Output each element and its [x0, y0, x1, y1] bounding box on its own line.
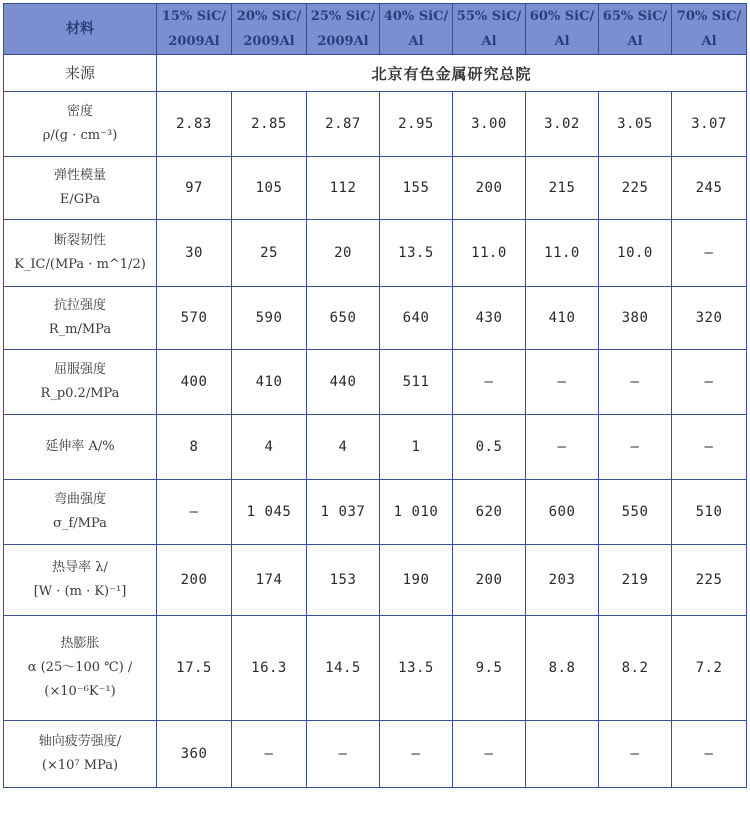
- row-label-line: E/GPa: [59, 192, 101, 207]
- table-row: [4, 287, 747, 350]
- table-cell: 410: [526, 287, 599, 350]
- table-cell: 380: [599, 287, 672, 350]
- table-cell: 7.2: [672, 616, 747, 721]
- material-header: 材料: [4, 4, 157, 55]
- table-cell: 13.5: [380, 616, 453, 721]
- table-cell: 570: [157, 287, 232, 350]
- table-cell: 4: [307, 415, 380, 480]
- column-header: 25% SiC/ 2009Al: [307, 4, 380, 55]
- table-cell: —: [232, 721, 307, 788]
- table-cell: 550: [599, 480, 672, 545]
- table-cell: [526, 721, 599, 788]
- row-label: [4, 616, 157, 721]
- row-label-line: 抗拉强度: [53, 298, 106, 313]
- column-header: 15% SiC/ 2009Al: [157, 4, 232, 55]
- table-cell: 9.5: [453, 616, 526, 721]
- table-cell: —: [599, 415, 672, 480]
- table-cell: 10.0: [599, 220, 672, 287]
- table-cell: 8.2: [599, 616, 672, 721]
- table-row: [4, 92, 747, 157]
- table-cell: 640: [380, 287, 453, 350]
- table-row: [4, 721, 747, 788]
- table-cell: 112: [307, 157, 380, 220]
- table-cell: —: [672, 220, 747, 287]
- table-cell: 153: [307, 545, 380, 616]
- row-label: [4, 92, 157, 157]
- table-cell: 174: [232, 545, 307, 616]
- table-cell: 600: [526, 480, 599, 545]
- table-cell: 511: [380, 350, 453, 415]
- material-properties-table: [3, 3, 747, 788]
- column-header: 60% SiC/ Al: [526, 4, 599, 55]
- row-label: [4, 721, 157, 788]
- table-cell: 14.5: [307, 616, 380, 721]
- column-header: 65% SiC/ Al: [599, 4, 672, 55]
- row-label: [4, 350, 157, 415]
- table-cell: 8.8: [526, 616, 599, 721]
- row-label: [4, 220, 157, 287]
- table-cell: 1: [380, 415, 453, 480]
- table-cell: 11.0: [453, 220, 526, 287]
- table-cell: 190: [380, 545, 453, 616]
- header-row: [4, 4, 747, 55]
- table-cell: 8: [157, 415, 232, 480]
- column-header: 20% SiC/ 2009Al: [232, 4, 307, 55]
- row-label-line: 弹性模量: [53, 168, 106, 183]
- table-cell: —: [672, 350, 747, 415]
- row-label-line: 热导率 λ/: [52, 560, 108, 575]
- column-header: 55% SiC/ Al: [453, 4, 526, 55]
- table-cell: 11.0: [526, 220, 599, 287]
- table-cell: 16.3: [232, 616, 307, 721]
- table-cell: 3.00: [453, 92, 526, 157]
- table-cell: 2.95: [380, 92, 453, 157]
- table-row: [4, 415, 747, 480]
- table-cell: 2.85: [232, 92, 307, 157]
- table-cell: —: [599, 721, 672, 788]
- table-cell: 200: [453, 545, 526, 616]
- row-label: [4, 480, 157, 545]
- table-cell: 245: [672, 157, 747, 220]
- table-cell: 13.5: [380, 220, 453, 287]
- row-label-line: 延伸率 A/%: [45, 439, 115, 454]
- table-cell: 4: [232, 415, 307, 480]
- table-cell: 510: [672, 480, 747, 545]
- table-cell: —: [526, 415, 599, 480]
- table-cell: 105: [232, 157, 307, 220]
- table-cell: —: [453, 721, 526, 788]
- table-cell: —: [672, 721, 747, 788]
- table-cell: 430: [453, 287, 526, 350]
- table-cell: 3.05: [599, 92, 672, 157]
- source-value: 北京有色金属研究总院: [157, 55, 747, 92]
- table-cell: 2.83: [157, 92, 232, 157]
- row-label: [4, 157, 157, 220]
- table-cell: 219: [599, 545, 672, 616]
- table-row: [4, 350, 747, 415]
- table-cell: 1 010: [380, 480, 453, 545]
- row-label-line: (×10⁷ MPa): [41, 758, 119, 773]
- row-label-line: K_IC/(MPa · m^1/2): [14, 257, 146, 272]
- row-label: [4, 287, 157, 350]
- table-cell: —: [599, 350, 672, 415]
- row-label: [4, 415, 157, 480]
- table-cell: 400: [157, 350, 232, 415]
- row-label: [4, 545, 157, 616]
- row-label-line: 断裂韧性: [53, 233, 106, 248]
- table-cell: 440: [307, 350, 380, 415]
- table-cell: —: [453, 350, 526, 415]
- row-label-line: 热膨胀: [60, 636, 100, 651]
- row-label: 来源: [4, 55, 157, 92]
- table-cell: 3.02: [526, 92, 599, 157]
- table-cell: 97: [157, 157, 232, 220]
- table-cell: 225: [599, 157, 672, 220]
- table-cell: 200: [157, 545, 232, 616]
- table-cell: —: [526, 350, 599, 415]
- row-label-line: ρ/(g · cm⁻³): [42, 128, 118, 143]
- table-cell: —: [157, 480, 232, 545]
- row-label-line: 弯曲强度: [53, 492, 106, 507]
- table-cell: 1 037: [307, 480, 380, 545]
- row-label-line: σ_f/MPa: [53, 516, 107, 531]
- table-cell: 25: [232, 220, 307, 287]
- row-label-line: 轴向疲劳强度/: [38, 734, 122, 749]
- table-cell: 215: [526, 157, 599, 220]
- row-label-line: α (25～100 ℃) /: [27, 660, 133, 675]
- table-row: [4, 157, 747, 220]
- row-label-line: R_p0.2/MPa: [40, 386, 120, 401]
- table-cell: 225: [672, 545, 747, 616]
- table-cell: 410: [232, 350, 307, 415]
- row-label-line: R_m/MPa: [48, 322, 112, 337]
- table-cell: 320: [672, 287, 747, 350]
- source-row: [4, 55, 747, 92]
- table-cell: —: [307, 721, 380, 788]
- row-label-line: 屈服强度: [53, 362, 106, 377]
- table-row: [4, 616, 747, 721]
- table-cell: 0.5: [453, 415, 526, 480]
- table-cell: 620: [453, 480, 526, 545]
- table-cell: 30: [157, 220, 232, 287]
- table-cell: —: [672, 415, 747, 480]
- table-row: [4, 220, 747, 287]
- row-label-line: [W · (m · K)⁻¹]: [33, 584, 127, 599]
- table-cell: 200: [453, 157, 526, 220]
- table-cell: 17.5: [157, 616, 232, 721]
- table-cell: 590: [232, 287, 307, 350]
- table-row: [4, 545, 747, 616]
- table-cell: 20: [307, 220, 380, 287]
- column-header: 40% SiC/ Al: [380, 4, 453, 55]
- table-cell: 1 045: [232, 480, 307, 545]
- table-cell: —: [380, 721, 453, 788]
- table-cell: 360: [157, 721, 232, 788]
- table-cell: 3.07: [672, 92, 747, 157]
- table-cell: 2.87: [307, 92, 380, 157]
- table-cell: 203: [526, 545, 599, 616]
- column-header: 70% SiC/ Al: [672, 4, 747, 55]
- table-row: [4, 480, 747, 545]
- row-label-line: 密度: [66, 104, 93, 119]
- table-cell: 650: [307, 287, 380, 350]
- table-cell: 155: [380, 157, 453, 220]
- row-label-line: (×10⁻⁶K⁻¹): [44, 684, 116, 699]
